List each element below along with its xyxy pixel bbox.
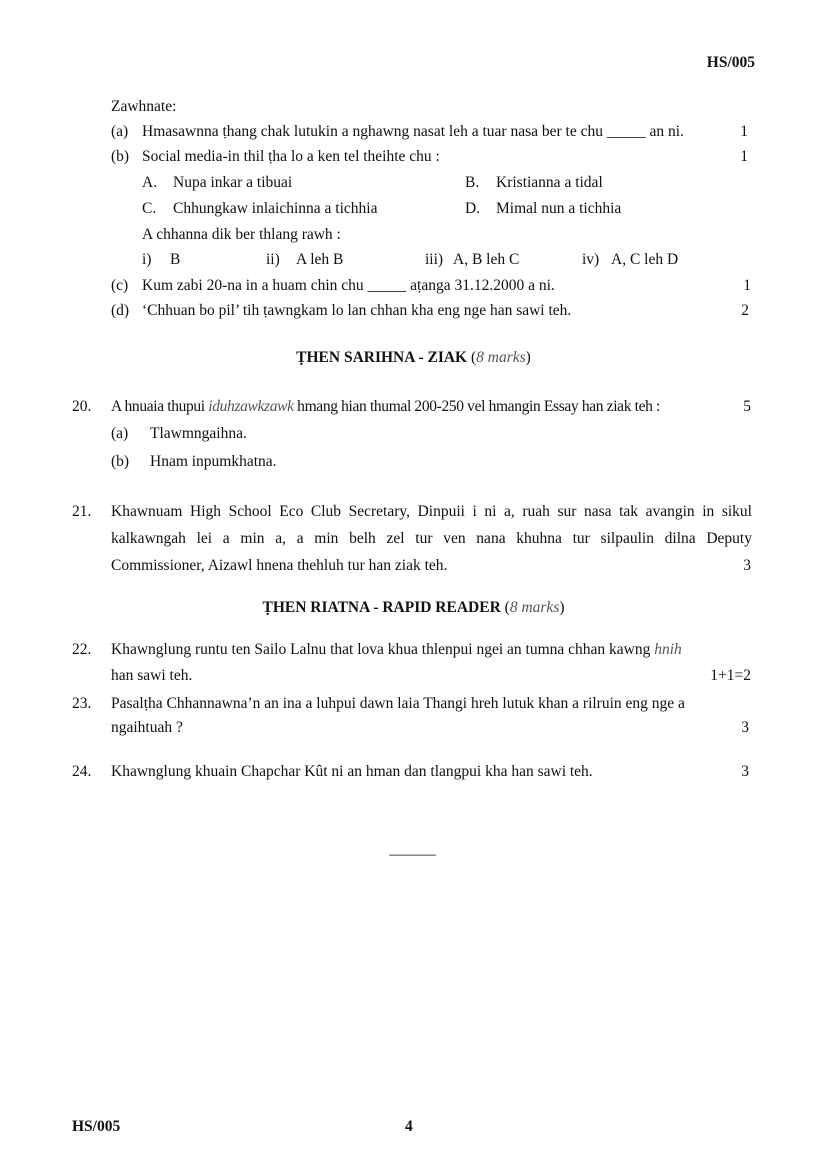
choice-num: iii)	[425, 251, 444, 268]
q23-number: 23.	[72, 695, 92, 712]
q19b-text: Social media-in thil ṭha lo a ken tel theihte chu :	[142, 148, 440, 165]
choice-num: ii)	[266, 251, 280, 268]
option-letter: C.	[142, 200, 157, 217]
q21-line: Khawnuam High School Eco Club Secretary, Dinpuii i ni a, ruah sur nasa tak avangin in sikul	[111, 503, 752, 520]
q19a-label: (a)	[111, 123, 129, 140]
choice-text: A, B leh C	[453, 251, 520, 268]
section-heading-rapid-reader: ṬHEN RIATNA - RAPID READER (8 marks)	[262, 599, 565, 616]
q24-mark: 3	[741, 763, 749, 780]
q23-line1: Pasalṭha Chhannawna’n an ina a luhpui dawn laia Thangi hreh lutuk khan a rilruin eng nge a	[111, 695, 685, 712]
choice-text: A, C leh D	[611, 251, 679, 268]
q22-text: Khawnglung runtu ten Sailo Lalnu that lova khua thlenpui ngei an tumna chhan kawng hnih	[111, 641, 682, 658]
choice-text: A leh B	[296, 251, 344, 268]
q20a-label: (a)	[111, 425, 129, 442]
q19a-text: Hmasawnna ṭhang chak lutukin a nghawng nasat leh a tuar nasa ber te chu _____ an ni.	[142, 123, 684, 140]
footer-code: HS/005	[72, 1118, 121, 1135]
option-letter: B.	[465, 174, 480, 191]
q20-text: A hnuaia thupui iduhzawkzawk hmang hian thumal 200-250 vel hmangin Essay han ziak teh :	[111, 398, 660, 415]
q20-number: 20.	[72, 398, 92, 415]
answer-blank: _____	[367, 277, 407, 294]
q24-text: Khawnglung khuain Chapchar Kût ni an hman dan tlangpui kha han sawi teh.	[111, 763, 593, 780]
q24-number: 24.	[72, 763, 92, 780]
end-rule: ———	[389, 846, 436, 863]
choice-text: B	[170, 251, 181, 268]
q19a-mark: 1	[740, 123, 748, 140]
q20a-text: Tlawmngaihna.	[150, 425, 247, 442]
choose-instruction: A chhanna dik ber thlang rawh :	[142, 226, 341, 243]
q20b-label: (b)	[111, 453, 130, 470]
option-letter: A.	[142, 174, 158, 191]
q19c-mark: 1	[743, 277, 751, 294]
option-letter: D.	[465, 200, 481, 217]
q19c-text: Kum zabi 20-na in a huam chin chu _____ aṭanga 31.12.2000 a ni.	[142, 277, 555, 294]
q21-line: kalkawngah lei a min a, a min belh zel tur ven nana khuhna tur silpaulin dilna Deputy	[111, 530, 752, 547]
q23-mark: 3	[741, 719, 749, 736]
choice-num: i)	[142, 251, 152, 268]
header-code: HS/005	[706, 54, 755, 71]
choice-num: iv)	[582, 251, 600, 268]
option-text: Mimal nun a tichhia	[496, 200, 622, 217]
answer-blank: _____	[606, 123, 646, 140]
q22-line2: han sawi teh.	[111, 667, 193, 684]
q21-number: 21.	[72, 503, 92, 520]
q22-mark: 1+1=2	[710, 667, 751, 684]
option-text: Chhungkaw inlaichinna a tichhia	[173, 200, 378, 217]
option-text: Kristianna a tidal	[496, 174, 603, 191]
q20-mark: 5	[743, 398, 751, 415]
q21-mark: 3	[743, 557, 751, 574]
q22-number: 22.	[72, 641, 92, 658]
q19d-text: ‘Chhuan bo pil’ tih ṭawngkam lo lan chhan kha eng nge han sawi teh.	[142, 302, 572, 319]
q20b-text: Hnam inpumkhatna.	[150, 453, 277, 470]
q19b-label: (b)	[111, 148, 130, 165]
section-heading-writing: ṬHEN SARIHNA - ZIAK (8 marks)	[296, 349, 531, 366]
q19d-label: (d)	[111, 302, 130, 319]
q19d-mark: 2	[741, 302, 749, 319]
q19c-label: (c)	[111, 277, 129, 294]
question-intro: Zawhnate:	[111, 98, 177, 115]
q21-line: Commissioner, Aizawl hnena thehluh tur han ziak teh.	[111, 557, 448, 574]
q19b-mark: 1	[740, 148, 748, 165]
option-text: Nupa inkar a tibuai	[173, 174, 293, 191]
q23-line2: ngaihtuah ?	[111, 719, 183, 736]
page-number: 4	[405, 1118, 413, 1135]
